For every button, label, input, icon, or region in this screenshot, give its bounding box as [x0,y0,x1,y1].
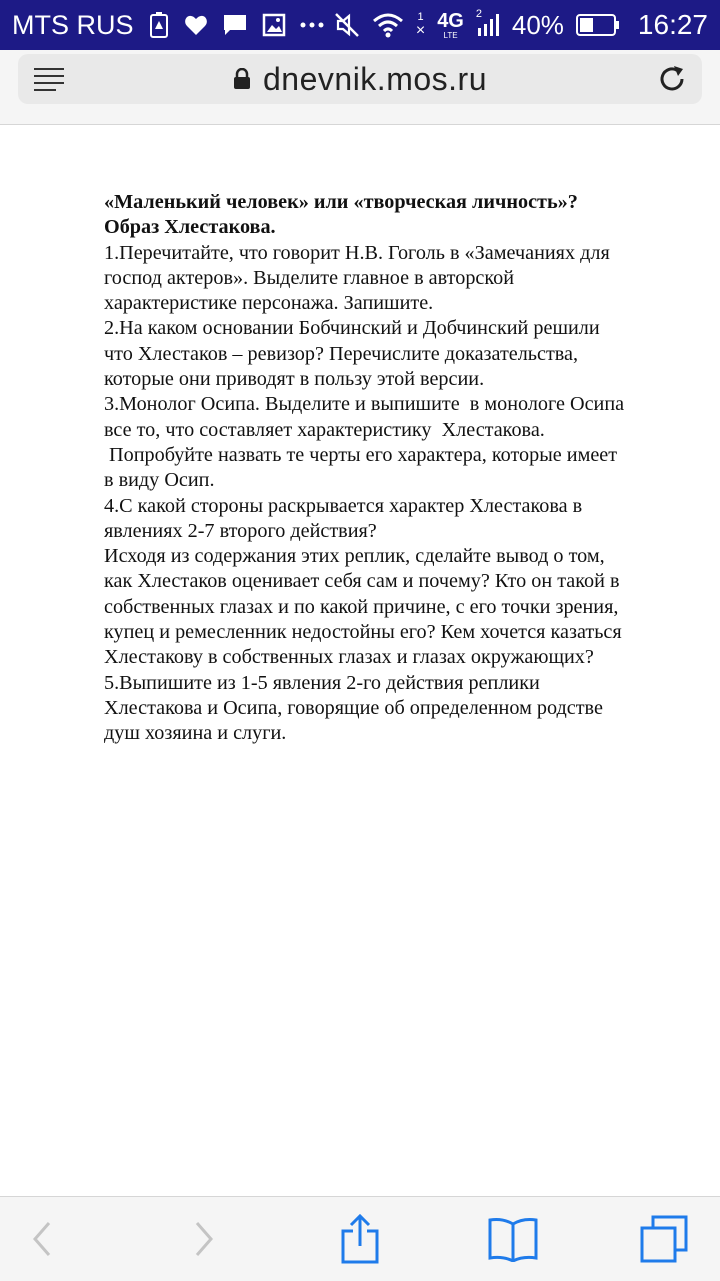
signal-icon [475,8,500,38]
message-icon [222,13,248,37]
url-text[interactable]: dnevnik.mos.ru [263,60,487,97]
more-dots-icon [300,21,324,29]
sim2-label: 2 [475,8,482,20]
question-3: 3.Монолог Осипа. Выделите и выпишите в монологе Осипа все то, что составляет характеристику Хлестакова. Попробуйте назвать те черты его характера, которые имеет в виду Осип. [104,393,625,492]
battery-saver-icon [148,11,170,39]
document-title-line-2: Образ Хлестакова. [104,216,276,239]
image-icon [262,13,286,37]
battery-icon [576,14,620,36]
sim1-label: 1 [417,10,424,23]
clock: 16:27 [637,9,708,40]
tabs-icon[interactable] [636,1213,692,1265]
share-icon[interactable] [332,1213,388,1265]
sim1-indicator [416,12,425,39]
status-bar [0,0,720,50]
lock-icon [233,68,251,90]
question-1: 1.Перечитайте, что говорит Н.В. Гоголь в «Замечаниях для господ актеров». Выделите главное в авторской характеристике персонажа. Запишите. [104,241,610,315]
url-box[interactable] [18,54,702,104]
document-title-line-1: «Маленький человек» или «творческая личность»? [104,191,578,213]
back-arrow-icon[interactable] [14,1213,70,1265]
network-type [437,11,464,40]
mute-icon [334,12,360,38]
forward-arrow-icon[interactable] [176,1213,232,1265]
browser-address-bar [0,50,720,125]
reload-icon[interactable] [656,63,688,95]
question-4: 4.С какой стороны раскрывается характер Хлестакова в явлениях 2-7 второго действия? Исходя из содержания этих реплик, сделайте вывод о том, как Хлестаков оценивает себя сам и почему? Кто он такой в собственных глазах и по какой причине, с его точки зрения, купец и ремесленник недостойны его? Кем хочется казаться Хлестакову в собственных глазах и глазах окружающих? [104,494,622,669]
document-content [104,190,664,747]
browser-toolbar [0,1196,720,1281]
wifi-icon [372,12,404,38]
bookmarks-book-icon[interactable] [485,1213,541,1265]
battery-percent: 40% [511,9,564,40]
heart-icon [184,14,208,36]
carrier-name: MTS RUS [12,9,134,40]
sim1-x-icon: × [415,21,426,39]
network-sub-label: LTE [443,30,458,40]
question-2: 2.На каком основании Бобчинский и Добчинский решили что Хлестаков – ревизор? Перечислите доказательства, которые они приводят в пользу этой версии. [104,317,600,391]
question-5: 5.Выпишите из 1-5 явления 2-го действия реплики Хлестакова и Осипа, говорящие об определенном родстве душ хозяина и слуги. [104,671,603,745]
network-label: 4G [437,9,464,32]
